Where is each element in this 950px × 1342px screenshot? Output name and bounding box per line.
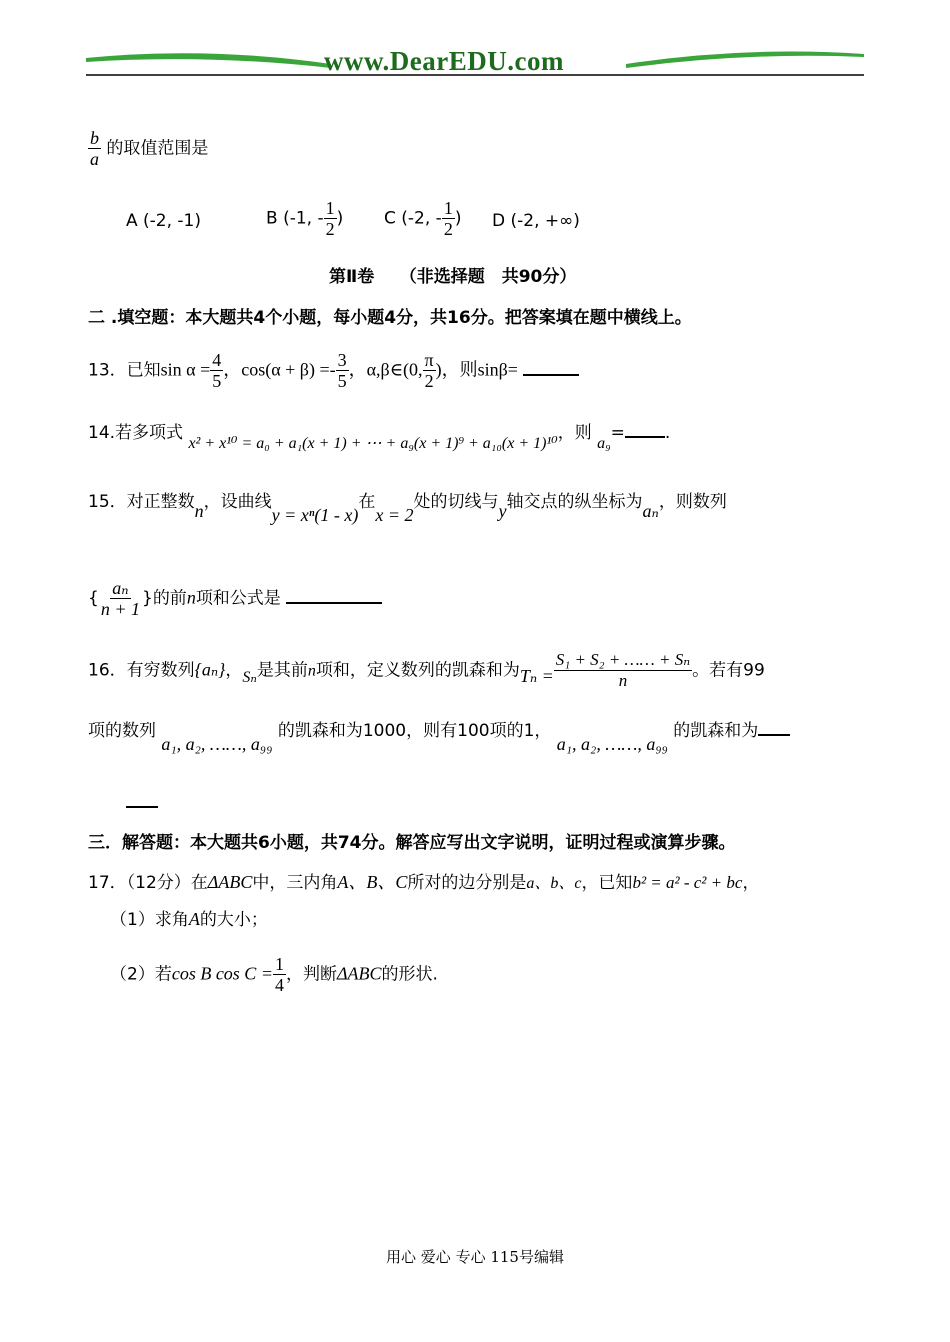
option-b-fraction: $\frac{1}{2}$ (325, 198, 335, 239)
q15-fraction: $\frac{\text{aₙ}}{n + 1}$ (100, 578, 140, 619)
header-banner (86, 44, 864, 80)
question-17-part1: （1）求角A的大小； (110, 909, 268, 930)
question-17-line1: 17．（12分）在ΔABC中，三内角A、B、C所对的边分别是a、b、c，已知b² = a² - c² + bc， (88, 872, 760, 893)
q14-answer-blank[interactable] (625, 420, 665, 438)
question-16-line2: 项的数列 a₁, a₂, ……, a₉₉ 的凯森和为1000，则有100项的1， a₁, a₂, ……, a₉₉ 的凯森和为 (88, 718, 790, 742)
section2-heading: 二 .填空题：本大题共4个小题，每小题4分，共16分。把答案填在题中横线上。 (88, 308, 692, 328)
q16-kaisen-fraction: $\frac{\text{S₁ + S₂ + …… + Sₙ}}{n}$ (555, 650, 691, 690)
question-17-part2: （2）若cos B cos C = $\frac{1}{4}$ ，判断ΔABC的形状. (110, 954, 438, 995)
q13-frac-pi-2: $\frac{\pi}{2}$ (424, 350, 434, 391)
q14-a9: a₉ (597, 435, 611, 452)
option-c-fraction: $\frac{1}{2}$ (443, 198, 453, 239)
q12-option-d: D (-2, +∞) (492, 211, 580, 231)
q15-answer-blank[interactable] (286, 586, 382, 604)
section2-title: 第Ⅱ卷 （非选择题 共90分） (329, 267, 577, 287)
question-15-line2: { $\frac{\text{aₙ}}{n + 1}$ }的前n项和公式是 (88, 578, 382, 619)
site-logo-text: www.DearEDU.com (324, 46, 564, 76)
page-footer: 用心 爱心 专心 115号编辑 (386, 1248, 564, 1266)
q13-frac-3-5: $\frac{3}{5}$ (337, 350, 347, 391)
question-16-line1: 16．有穷数列{aₙ}，Sₙ是其前n项和，定义数列的凯森和为Tₙ = $\frac{\text{S₁ + S₂ + …… + Sₙ}}{n}$ 。若有99 (88, 650, 765, 690)
q12-range-line (88, 128, 208, 169)
question-15-line1: 15．对正整数n，设曲线y = xⁿ(1 - x)在x = 2处的切线与y轴交点的纵坐标为aₙ，则数列 (88, 492, 727, 525)
q13-frac-4-5: $\frac{4}{5}$ (212, 350, 222, 391)
section3-heading: 三．解答题：本大题共6小题，共74分。解答应写出文字说明，证明过程或演算步骤。 (88, 833, 736, 853)
q17-frac-1-4: $\frac{1}{4}$ (274, 954, 284, 995)
question-13: 13．已知sin α = $\frac{4}{5}$ ，cos(α + β) =- $\frac{3}{5}$ ，α,β∈(0, $\frac{\pi}{2}$ )，则sinβ= (88, 350, 579, 391)
b-over-a-fraction: $\frac{b}{a}$ (90, 128, 99, 169)
q12-option-c: C (-2, - $\frac{1}{2}$ ) (384, 198, 462, 239)
q12-option-b: B (-1, - $\frac{1}{2}$ ) (266, 198, 344, 239)
q14-polynomial: x² + x¹⁰ = a₀ + a₁(x + 1) + ⋯ + a₉(x + 1)⁹ + a₁₀(x + 1)¹⁰ (188, 435, 558, 452)
question-14: 14.若多项式 x² + x¹⁰ = a₀ + a₁(x + 1) + ⋯ + a₉(x + 1)⁹ + a₁₀(x + 1)¹⁰，则 a₉= . (88, 420, 670, 445)
q12-option-a: A (-2, -1) (126, 211, 202, 231)
q15-curve: y = xⁿ(1 - x) (271, 505, 359, 525)
q13-answer-blank[interactable] (523, 358, 579, 376)
q16-answer-blank-b[interactable] (126, 806, 158, 808)
q16-answer-blank-a[interactable] (758, 718, 790, 736)
q12-range-text: 的取值范围是 (106, 138, 209, 159)
